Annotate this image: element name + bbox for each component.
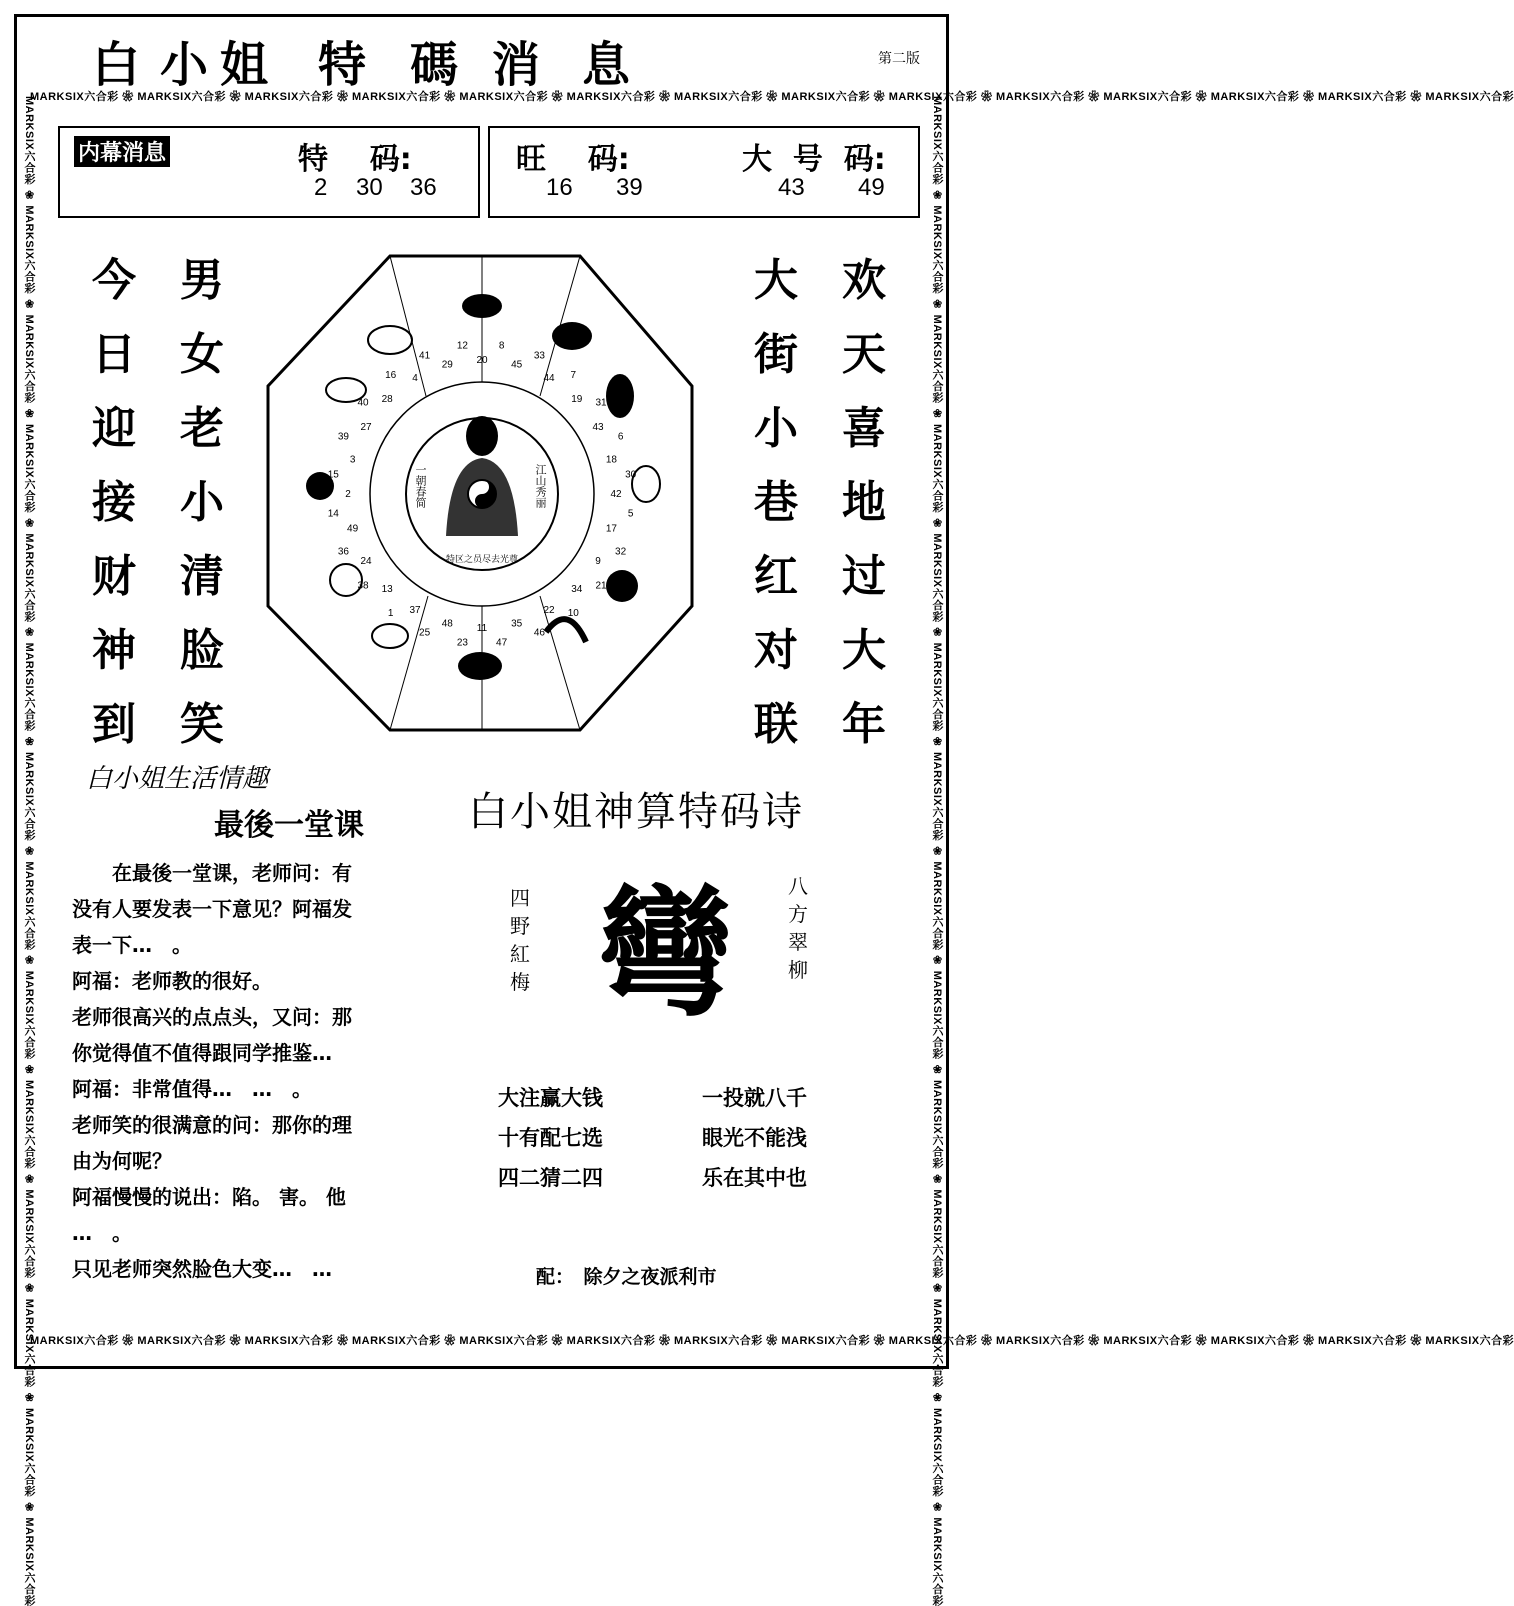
title-char: 消 xyxy=(492,37,541,93)
left-marksix-strip: MARKSIX六合彩 ❀ MARKSIX六合彩 ❀ MARKSIX六合彩 ❀ MARKSIX六合彩 ❀ MARKSIX六合彩 ❀ MARKSIX六合彩 ❀ MARKSIX六合彩 ❀ MARKSIX六合彩 ❀ MARKSIX六合彩 ❀ MARKSIX六合彩 ❀ MARKSIX六合彩 ❀ MARKSIX六合彩 ❀ MARKSIX六合彩 ❀ MARKSIX六合彩 xyxy=(23,96,35,1606)
poem-big-character: 彎 xyxy=(595,873,736,1036)
title-char: 白 xyxy=(92,37,141,93)
story-line: 由为何呢？ xyxy=(72,1149,172,1173)
couplet-char: 老 xyxy=(180,403,224,454)
bottom-marksix-strip: MARKSIX六合彩 ❀ MARKSIX六合彩 ❀ MARKSIX六合彩 ❀ MARKSIX六合彩 ❀ MARKSIX六合彩 ❀ MARKSIX六合彩 ❀ MARKSIX六合彩 ❀ MARKSIX六合彩 ❀ MARKSIX六合彩 ❀ MARKSIX六合彩 ❀ MARKSIX六合彩 ❀ MARKSIX六合彩 ❀ MARKSIX六合彩 ❀ MARKSIX六合彩 xyxy=(30,1335,1514,1347)
wang-code-label: 旺 码: xyxy=(516,142,630,177)
wheel-number: 49 xyxy=(347,523,359,535)
wheel-number: 43 xyxy=(592,422,604,433)
rat-icon xyxy=(462,294,502,318)
wheel-number: 18 xyxy=(605,454,617,466)
edition-label: 第二版 xyxy=(878,51,920,67)
wheel-number: 20 xyxy=(476,355,488,366)
inside-news-label: 内幕消息 xyxy=(74,136,170,167)
wheel-number: 44 xyxy=(543,373,555,384)
story-line: 阿福：老师教的很好。 xyxy=(72,969,272,993)
story-line: 老师很高兴的点点头，又问：那 xyxy=(72,1005,352,1029)
couplet-char: 迎 xyxy=(92,403,136,454)
wheel-number: 17 xyxy=(605,523,617,535)
story-line: 在最後一堂课，老师问：有 xyxy=(112,861,352,885)
ox-icon xyxy=(552,322,592,350)
title-char: 特 xyxy=(318,37,367,93)
top-marksix-strip: MARKSIX六合彩 ❀ MARKSIX六合彩 ❀ MARKSIX六合彩 ❀ MARKSIX六合彩 ❀ MARKSIX六合彩 ❀ MARKSIX六合彩 ❀ MARKSIX六合彩 ❀ MARKSIX六合彩 ❀ MARKSIX六合彩 ❀ MARKSIX六合彩 ❀ MARKSIX六合彩 ❀ MARKSIX六合彩 ❀ MARKSIX六合彩 ❀ MARKSIX六合彩 xyxy=(30,91,1514,103)
couplet-char: 欢 xyxy=(842,255,886,306)
wheel-number: 45 xyxy=(511,359,523,371)
wheel-number: 10 xyxy=(567,608,579,619)
couplet-char: 到 xyxy=(92,699,136,750)
couplet-char: 天 xyxy=(842,329,886,380)
couplet-left-inner xyxy=(172,244,232,762)
wheel-number: 30 xyxy=(625,469,637,481)
couplet-char: 对 xyxy=(754,625,798,676)
te-code-value: 30 xyxy=(356,174,383,201)
poem-footer: 配： 除夕之夜派利市 xyxy=(536,1266,717,1288)
wheel-number: 48 xyxy=(441,618,453,630)
snake-icon xyxy=(546,619,586,642)
poem-line: 眼光不能浅 xyxy=(702,1126,807,1150)
story-line: 只见老师突然脸色大变… … xyxy=(72,1257,332,1281)
wheel-number: 22 xyxy=(543,605,555,616)
couplet-right-inner xyxy=(746,244,806,762)
te-code-value: 2 xyxy=(314,174,328,201)
couplet-char: 脸 xyxy=(180,625,224,676)
te-code-label: 特 码: xyxy=(298,142,412,177)
wheel-number: 16 xyxy=(385,370,397,381)
couplet-char: 笑 xyxy=(180,699,224,750)
big-number-value: 49 xyxy=(858,174,885,201)
poem-line: 乐在其中也 xyxy=(702,1166,807,1190)
wheel-number: 15 xyxy=(327,469,339,481)
couplet-char: 喜 xyxy=(842,403,886,454)
wheel-number: 47 xyxy=(496,637,508,649)
couplet-char: 地 xyxy=(842,477,886,528)
wheel-number: 1 xyxy=(387,608,394,619)
pig-icon xyxy=(368,326,412,354)
story-line: 老师笑的很满意的问：那你的理 xyxy=(72,1113,352,1137)
story-line: 没有人要发表一下意见？阿福发 xyxy=(72,897,352,921)
goat-icon xyxy=(372,624,408,648)
wang-code-value: 39 xyxy=(616,174,643,201)
couplet-char: 男 xyxy=(180,255,224,306)
wheel-number: 35 xyxy=(511,618,523,630)
story-line: 表一下… 。 xyxy=(72,933,192,957)
poem-line: 大注赢大钱 xyxy=(498,1086,603,1110)
couplet-char: 街 xyxy=(754,329,798,380)
deity-figure-icon xyxy=(446,416,518,536)
wheel-number: 38 xyxy=(357,580,369,592)
wheel-number: 5 xyxy=(627,508,634,520)
tiger-icon xyxy=(606,374,634,418)
center-bottom-label: 特区之员尽去光尊 xyxy=(445,554,519,564)
wheel-number: 6 xyxy=(617,431,624,443)
couplet-char: 接 xyxy=(92,477,136,528)
center-right-label: 江山秀丽 xyxy=(534,464,546,508)
wheel-number: 19 xyxy=(571,394,583,406)
wheel-number: 46 xyxy=(533,627,545,639)
story-line: 阿福慢慢的说出：陷。 害。 他 xyxy=(72,1185,346,1209)
wheel-number: 23 xyxy=(456,637,468,649)
wheel-number: 40 xyxy=(357,397,369,409)
right-marksix-strip: MARKSIX六合彩 ❀ MARKSIX六合彩 ❀ MARKSIX六合彩 ❀ MARKSIX六合彩 ❀ MARKSIX六合彩 ❀ MARKSIX六合彩 ❀ MARKSIX六合彩 ❀ MARKSIX六合彩 ❀ MARKSIX六合彩 ❀ MARKSIX六合彩 ❀ MARKSIX六合彩 ❀ MARKSIX六合彩 ❀ MARKSIX六合彩 ❀ MARKSIX六合彩 xyxy=(931,96,943,1606)
poem-title: 白小姐神算特码诗 xyxy=(468,789,804,835)
couplet-char: 小 xyxy=(180,477,224,528)
horse-icon xyxy=(458,652,502,680)
wheel-number: 32 xyxy=(615,546,627,558)
te-code-value: 36 xyxy=(410,174,437,201)
poem-line: 一投就八千 xyxy=(702,1086,807,1110)
couplet-char: 过 xyxy=(842,551,886,602)
wheel-number: 28 xyxy=(381,394,393,406)
story-line: 你觉得值不值得跟同学推鉴… xyxy=(72,1041,332,1065)
couplet-char: 红 xyxy=(754,551,798,602)
wheel-number: 7 xyxy=(570,370,577,381)
story-body xyxy=(72,855,417,1287)
title-char: 息 xyxy=(582,37,631,93)
title-char: 碼 xyxy=(410,37,459,93)
couplet-char: 今 xyxy=(92,255,136,306)
couplet-right-outer xyxy=(834,244,894,762)
wheel-number: 33 xyxy=(533,350,545,362)
wheel-number: 36 xyxy=(337,546,349,558)
wheel-number: 34 xyxy=(571,583,583,595)
wheel-number: 3 xyxy=(349,454,356,466)
couplet-char: 日 xyxy=(92,329,136,380)
couplet-char: 大 xyxy=(754,255,798,306)
wheel-number: 14 xyxy=(327,508,339,520)
wheel-number: 11 xyxy=(476,623,488,634)
couplet-char: 小 xyxy=(754,403,798,454)
couplet-char: 清 xyxy=(180,551,224,602)
couplet-char: 联 xyxy=(754,699,798,750)
couplet-char: 巷 xyxy=(754,477,798,528)
dragon-icon xyxy=(606,570,638,602)
story-line: 阿福：非常值得… … 。 xyxy=(72,1077,312,1101)
couplet-char: 财 xyxy=(92,551,136,602)
couplet-char: 神 xyxy=(92,625,136,676)
wheel-number: 21 xyxy=(595,580,607,592)
wheel-number: 8 xyxy=(498,340,505,352)
wheel-number: 42 xyxy=(610,489,622,500)
wheel-number: 29 xyxy=(441,359,453,371)
center-left-label: 一朝春简 xyxy=(414,464,426,508)
couplet-char: 大 xyxy=(842,625,886,676)
couplet-char: 女 xyxy=(180,329,224,380)
poem-left-vertical: 四野紅梅 xyxy=(510,886,530,994)
big-number-label: 大 号 码: xyxy=(742,142,886,177)
wheel-number: 2 xyxy=(345,489,351,500)
story-subtitle: 白小姐生活情趣 xyxy=(86,764,269,794)
poem-line: 四二猜二四 xyxy=(498,1166,603,1190)
wheel-number: 13 xyxy=(381,583,393,595)
big-number-value: 43 xyxy=(778,174,805,201)
wheel-number: 31 xyxy=(595,397,607,409)
wang-code-value: 16 xyxy=(546,174,573,201)
wheel-number: 41 xyxy=(419,350,431,362)
title-char: 姐 xyxy=(220,37,269,93)
story-title: 最後一堂课 xyxy=(214,808,364,843)
poem-line: 十有配七选 xyxy=(498,1126,603,1150)
couplet-left-outer xyxy=(84,244,144,762)
wheel-number: 4 xyxy=(412,373,418,384)
wheel-number: 9 xyxy=(595,556,601,567)
zodiac-bagua-wheel xyxy=(250,236,714,738)
wheel-number: 12 xyxy=(456,340,468,352)
wheel-number: 37 xyxy=(409,605,421,616)
wheel-number: 39 xyxy=(337,431,349,443)
wheel-number: 27 xyxy=(360,422,372,433)
wheel-number: 25 xyxy=(419,627,431,639)
couplet-char: 年 xyxy=(842,699,886,750)
wheel-number: 24 xyxy=(360,556,372,567)
story-line: … 。 xyxy=(72,1221,132,1245)
title-char: 小 xyxy=(160,37,209,93)
poem-right-vertical: 八方翠柳 xyxy=(788,874,808,982)
